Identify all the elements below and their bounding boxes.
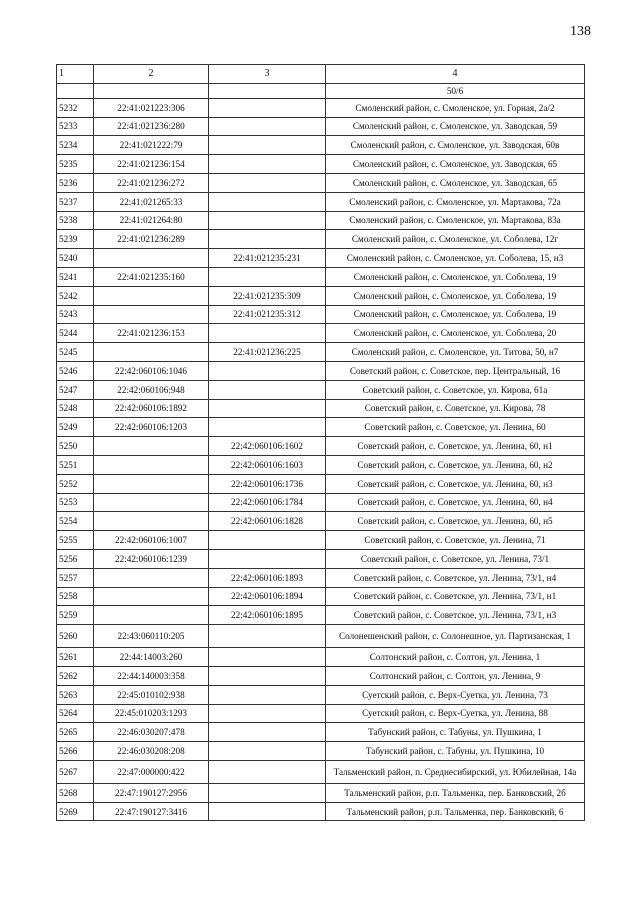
row-number: 5258 bbox=[57, 587, 94, 606]
table-row bbox=[57, 742, 585, 761]
cadastral-number: 22:42:060106:1007 bbox=[94, 531, 209, 550]
table-row bbox=[57, 760, 585, 783]
room-cadastral-number bbox=[209, 418, 326, 437]
address: Советский район, с. Советское, ул. Ленина, 71 bbox=[326, 531, 585, 550]
row-number: 5236 bbox=[57, 173, 94, 192]
address: Смоленский район, с. Смоленское, ул. Горная, 2а/2 bbox=[326, 98, 585, 117]
room-cadastral-number bbox=[209, 173, 326, 192]
room-cadastral-number bbox=[209, 783, 326, 802]
address: Советский район, с. Советское, ул. Ленина, 60, н4 bbox=[326, 493, 585, 512]
address: Смоленский район, с. Смоленское, ул. Мартакова, 72а bbox=[326, 192, 585, 211]
room-cadastral-number bbox=[209, 760, 326, 783]
table-row bbox=[57, 606, 585, 625]
room-cadastral-number bbox=[209, 399, 326, 418]
room-cadastral-number bbox=[209, 742, 326, 761]
room-cadastral-number bbox=[209, 802, 326, 821]
row-number: 5255 bbox=[57, 531, 94, 550]
cadastral-number: 22:41:021235:160 bbox=[94, 267, 209, 286]
cadastral-number: 22:44:140003:358 bbox=[94, 666, 209, 685]
cadastral-number: 22:46:030208:208 bbox=[94, 742, 209, 761]
room-cadastral-number bbox=[209, 230, 326, 249]
table-row bbox=[57, 666, 585, 685]
address: Советский район, с. Советское, ул. Ленина, 73/1 bbox=[326, 549, 585, 568]
table-row bbox=[57, 455, 585, 474]
cadastral-number: 22:42:060106:948 bbox=[94, 380, 209, 399]
row-number: 5246 bbox=[57, 361, 94, 380]
address: Советский район, с. Советское, ул. Ленина, 60, н3 bbox=[326, 474, 585, 493]
table-row bbox=[57, 704, 585, 723]
row-number: 5268 bbox=[57, 783, 94, 802]
cadastral-number: 22:41:021236:154 bbox=[94, 155, 209, 174]
column-header-2: 2 bbox=[94, 65, 209, 84]
address: Смоленский район, с. Смоленское, ул. Титова, 50, н7 bbox=[326, 343, 585, 362]
table-row bbox=[57, 173, 585, 192]
address: Смоленский район, с. Смоленское, ул. Заводская, 60в bbox=[326, 136, 585, 155]
row-number: 5240 bbox=[57, 249, 94, 268]
table-row bbox=[57, 211, 585, 230]
row-number: 5233 bbox=[57, 117, 94, 136]
row-number: 5234 bbox=[57, 136, 94, 155]
table-row bbox=[57, 568, 585, 587]
table-row bbox=[57, 399, 585, 418]
row-number: 5261 bbox=[57, 648, 94, 667]
table-row bbox=[57, 648, 585, 667]
cadastral-number bbox=[94, 493, 209, 512]
cadastral-number bbox=[94, 343, 209, 362]
room-cadastral-number bbox=[209, 155, 326, 174]
table-row bbox=[57, 531, 585, 550]
row-number: 5238 bbox=[57, 211, 94, 230]
cadastral-number bbox=[94, 606, 209, 625]
row-number: 5267 bbox=[57, 760, 94, 783]
cadastral-number bbox=[94, 305, 209, 324]
address: Солонешенский район, с. Солонешное, ул. Партизанская, 1 bbox=[326, 625, 585, 648]
room-cadastral-number bbox=[209, 324, 326, 343]
cadastral-number: 22:42:060106:1046 bbox=[94, 361, 209, 380]
row-number: 5244 bbox=[57, 324, 94, 343]
row-number: 5265 bbox=[57, 723, 94, 742]
continuation-text: 50/6 bbox=[326, 83, 585, 98]
row-number: 5257 bbox=[57, 568, 94, 587]
address: Смоленский район, с. Смоленское, ул. Соболева, 19 bbox=[326, 305, 585, 324]
address: Советский район, с. Советское, ул. Ленина, 73/1, н1 bbox=[326, 587, 585, 606]
address: Советский район, с. Советское, ул. Ленина, 60 bbox=[326, 418, 585, 437]
row-number: 5264 bbox=[57, 704, 94, 723]
table-row bbox=[57, 380, 585, 399]
cadastral-number: 22:41:021236:289 bbox=[94, 230, 209, 249]
cadastral-number bbox=[94, 286, 209, 305]
row-number: 5249 bbox=[57, 418, 94, 437]
room-cadastral-number: 22:41:021235:309 bbox=[209, 286, 326, 305]
cadastral-number: 22:44:14003:260 bbox=[94, 648, 209, 667]
continuation-row bbox=[57, 83, 585, 98]
column-header-1: 1 bbox=[57, 65, 94, 84]
address: Советский район, с. Советское, пер. Центральный, 16 bbox=[326, 361, 585, 380]
room-cadastral-number bbox=[209, 723, 326, 742]
table-row bbox=[57, 305, 585, 324]
cadastral-number: 22:41:021265:33 bbox=[94, 192, 209, 211]
row-number: 5266 bbox=[57, 742, 94, 761]
row-number: 5269 bbox=[57, 802, 94, 821]
address: Тальменский район, р.п. Тальменка, пер. Банковский, 2б bbox=[326, 783, 585, 802]
table-row bbox=[57, 685, 585, 704]
room-cadastral-number bbox=[209, 192, 326, 211]
table-row bbox=[57, 343, 585, 362]
cadastral-number bbox=[94, 455, 209, 474]
table-cell bbox=[94, 83, 209, 98]
address: Смоленский район, с. Смоленское, ул. Заводская, 65 bbox=[326, 173, 585, 192]
row-number: 5262 bbox=[57, 666, 94, 685]
table-row bbox=[57, 625, 585, 648]
table-row bbox=[57, 723, 585, 742]
row-number: 5260 bbox=[57, 625, 94, 648]
room-cadastral-number: 22:42:060106:1784 bbox=[209, 493, 326, 512]
row-number: 5245 bbox=[57, 343, 94, 362]
address: Смоленский район, с. Смоленское, ул. Соболева, 19 bbox=[326, 286, 585, 305]
cadastral-number: 22:41:021236:153 bbox=[94, 324, 209, 343]
room-cadastral-number bbox=[209, 136, 326, 155]
address: Советский район, с. Советское, ул. Ленина, 60, н2 bbox=[326, 455, 585, 474]
room-cadastral-number bbox=[209, 211, 326, 230]
table-row bbox=[57, 117, 585, 136]
cadastral-number bbox=[94, 249, 209, 268]
table-row bbox=[57, 286, 585, 305]
room-cadastral-number bbox=[209, 666, 326, 685]
header-row bbox=[57, 65, 585, 84]
address: Табунский район, с. Табуны, ул. Пушкина, 1 bbox=[326, 723, 585, 742]
address: Советский район, с. Советское, ул. Ленина, 60, н1 bbox=[326, 437, 585, 456]
room-cadastral-number: 22:41:021235:312 bbox=[209, 305, 326, 324]
address: Тальменский район, п. Среднесибирский, ул. Юбилейная, 14а bbox=[326, 760, 585, 783]
table-row bbox=[57, 361, 585, 380]
address: Табунский район, с. Табуны, ул. Пушкина, 10 bbox=[326, 742, 585, 761]
table-row bbox=[57, 493, 585, 512]
row-number: 5243 bbox=[57, 305, 94, 324]
cadastral-number: 22:41:021222:79 bbox=[94, 136, 209, 155]
address: Солтонский район, с. Солтон, ул. Ленина, 9 bbox=[326, 666, 585, 685]
room-cadastral-number bbox=[209, 267, 326, 286]
row-number: 5232 bbox=[57, 98, 94, 117]
room-cadastral-number bbox=[209, 685, 326, 704]
cadastral-number bbox=[94, 512, 209, 531]
row-number: 5259 bbox=[57, 606, 94, 625]
cadastral-number: 22:41:021236:280 bbox=[94, 117, 209, 136]
row-number: 5254 bbox=[57, 512, 94, 531]
cadastral-number bbox=[94, 587, 209, 606]
room-cadastral-number: 22:42:060106:1893 bbox=[209, 568, 326, 587]
cadastral-number: 22:41:021236:272 bbox=[94, 173, 209, 192]
table-row bbox=[57, 437, 585, 456]
address: Советский район, с. Советское, ул. Ленина, 73/1, н3 bbox=[326, 606, 585, 625]
row-number: 5241 bbox=[57, 267, 94, 286]
table-row bbox=[57, 192, 585, 211]
table-row bbox=[57, 155, 585, 174]
room-cadastral-number: 22:42:060106:1894 bbox=[209, 587, 326, 606]
row-number: 5250 bbox=[57, 437, 94, 456]
address: Смоленский район, с. Смоленское, ул. Заводская, 65 bbox=[326, 155, 585, 174]
table-row bbox=[57, 418, 585, 437]
row-number: 5247 bbox=[57, 380, 94, 399]
row-number: 5253 bbox=[57, 493, 94, 512]
address: Смоленский район, с. Смоленское, ул. Соболева, 20 bbox=[326, 324, 585, 343]
room-cadastral-number: 22:42:060106:1828 bbox=[209, 512, 326, 531]
row-number: 5252 bbox=[57, 474, 94, 493]
room-cadastral-number: 22:42:060106:1895 bbox=[209, 606, 326, 625]
address: Советский район, с. Советское, ул. Кирова, 61а bbox=[326, 380, 585, 399]
room-cadastral-number: 22:42:060106:1736 bbox=[209, 474, 326, 493]
address: Суетский район, с. Верх-Суетка, ул. Ленина, 73 bbox=[326, 685, 585, 704]
table-row bbox=[57, 136, 585, 155]
table-row bbox=[57, 230, 585, 249]
page-number: 138 bbox=[570, 24, 591, 39]
table-cell bbox=[57, 83, 94, 98]
cadastral-number: 22:45:010102:938 bbox=[94, 685, 209, 704]
cadastral-number bbox=[94, 437, 209, 456]
cadastral-number: 22:43:060110:205 bbox=[94, 625, 209, 648]
table-row bbox=[57, 802, 585, 821]
cadastral-number: 22:47:190127:3416 bbox=[94, 802, 209, 821]
room-cadastral-number bbox=[209, 704, 326, 723]
room-cadastral-number bbox=[209, 648, 326, 667]
room-cadastral-number: 22:42:060106:1603 bbox=[209, 455, 326, 474]
column-header-3: 3 bbox=[209, 65, 326, 84]
room-cadastral-number: 22:41:021235:231 bbox=[209, 249, 326, 268]
cadastral-number: 22:42:060106:1203 bbox=[94, 418, 209, 437]
room-cadastral-number: 22:41:021236:225 bbox=[209, 343, 326, 362]
column-header-4: 4 bbox=[326, 65, 585, 84]
row-number: 5263 bbox=[57, 685, 94, 704]
address: Смоленский район, с. Смоленское, ул. Мартакова, 83а bbox=[326, 211, 585, 230]
cadastral-number bbox=[94, 568, 209, 587]
room-cadastral-number bbox=[209, 361, 326, 380]
address: Тальменский район, р.п. Тальменка, пер. Банковский, 6 bbox=[326, 802, 585, 821]
cadastral-number: 22:46:030207:478 bbox=[94, 723, 209, 742]
table-cell bbox=[209, 83, 326, 98]
table-row bbox=[57, 783, 585, 802]
address: Смоленский район, с. Смоленское, ул. Соболева, 19 bbox=[326, 267, 585, 286]
room-cadastral-number bbox=[209, 531, 326, 550]
room-cadastral-number bbox=[209, 625, 326, 648]
cadastral-number: 22:41:021223:306 bbox=[94, 98, 209, 117]
address: Суетский район, с. Верх-Суетка, ул. Ленина, 88 bbox=[326, 704, 585, 723]
room-cadastral-number bbox=[209, 117, 326, 136]
room-cadastral-number bbox=[209, 380, 326, 399]
room-cadastral-number bbox=[209, 549, 326, 568]
address: Солтонский район, с. Солтон, ул. Ленина, 1 bbox=[326, 648, 585, 667]
cadastral-number: 22:47:190127:2956 bbox=[94, 783, 209, 802]
cadastral-number: 22:47:000000:422 bbox=[94, 760, 209, 783]
cadastral-number: 22:42:060106:1892 bbox=[94, 399, 209, 418]
row-number: 5239 bbox=[57, 230, 94, 249]
table-row bbox=[57, 267, 585, 286]
table-row bbox=[57, 249, 585, 268]
row-number: 5242 bbox=[57, 286, 94, 305]
table-row bbox=[57, 549, 585, 568]
address: Советский район, с. Советское, ул. Ленина, 73/1, н4 bbox=[326, 568, 585, 587]
row-number: 5248 bbox=[57, 399, 94, 418]
table-row bbox=[57, 474, 585, 493]
table-row bbox=[57, 587, 585, 606]
cadastral-number: 22:41:021264:80 bbox=[94, 211, 209, 230]
address: Смоленский район, с. Смоленское, ул. Заводская, 59 bbox=[326, 117, 585, 136]
row-number: 5251 bbox=[57, 455, 94, 474]
room-cadastral-number: 22:42:060106:1602 bbox=[209, 437, 326, 456]
table-row bbox=[57, 324, 585, 343]
room-cadastral-number bbox=[209, 98, 326, 117]
table-row bbox=[57, 98, 585, 117]
address: Советский район, с. Советское, ул. Ленина, 60, н5 bbox=[326, 512, 585, 531]
address: Смоленский район, с. Смоленское, ул. Соболева, 12г bbox=[326, 230, 585, 249]
address: Советский район, с. Советское, ул. Кирова, 78 bbox=[326, 399, 585, 418]
cadastral-number: 22:42:060106:1239 bbox=[94, 549, 209, 568]
row-number: 5237 bbox=[57, 192, 94, 211]
address: Смоленский район, с. Смоленское, ул. Соболева, 15, н3 bbox=[326, 249, 585, 268]
registry-table bbox=[56, 64, 585, 821]
row-number: 5235 bbox=[57, 155, 94, 174]
cadastral-number bbox=[94, 474, 209, 493]
cadastral-number: 22:45:010203:1293 bbox=[94, 704, 209, 723]
row-number: 5256 bbox=[57, 549, 94, 568]
table-row bbox=[57, 512, 585, 531]
